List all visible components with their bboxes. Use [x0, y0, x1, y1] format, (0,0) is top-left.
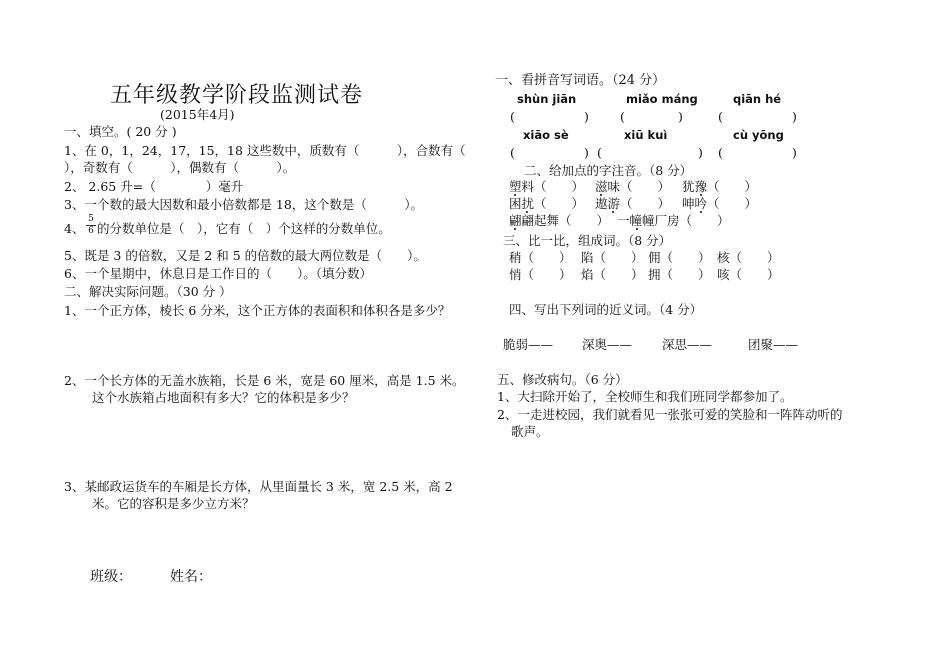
exam-page: 五年级教学阶段监测试卷 (2015年4月) 一、填空。( 20 分 ) 1、在 0，1，24，17，15，18 这些数中，质数有（ ），合数有（ ），奇数有（ ），偶数有（ ）。 2、 2.65 升=（ ）毫升 3、一个数的最大因数和最小倍数都是 18，这个数是（ ）。 4、 $\frac{5}{6}$ 的分数单位是（ ），它有（ ）个这样的分数单位。 5、既是 3 的倍数，又是 2 和 5 的倍数的最大两位数是（ ）。 6、一个星期中，休息日是工作日的（ ）。（填分数） 二、解决实际问题。（30 分 ） 1、一个正方体，棱长 6 分米，这个正方体的表面积和体积各是多少？ 2、一个长方体的无盖水族箱，长是 6 米，宽是 60 厘米，高是 1.5 米。 这个水族箱占地面积有多大？它的体积是多少？ 3、某邮政运货车的车厢是长方体，从里面量长 3 米，宽 2.5 米，高 2 米。它的容积是多少立方米？ 班级： 姓名： 一、看拼音写词语。（24 分） shùn jiān miǎo máng qiān hé ( ) ( ) ( ) xiāo sè xiū kuì cù yōng ( ) ( ) ( ) 二、给加点的字注音。（8 分） 塑料（ ） 滋味（ ） 犹豫（ ） 困扰（ ） 遨游（ ） 呻吟（ ） 翩翩起舞（ ） 一幢幢厂房（ ） 三、比一比，组成词。（8 分） 稍（ ） 陷（ ） 佣（ ） 核（ ） 悄（ ） 焰（ ） 拥（ ） 咳（ ） 四、写出下列词的近义词。（4 分） 脆弱—— 深奥—— 深思—— 团聚—— 五、修改病句。（6 分） 1、大扫除开始了，全校师生和我们班同学都参加了。 2、一走进校园，我们就看见一张张可爱的笑脸和一阵阵动听的 歌声。	[64, 73, 843, 585]
sentence-1: 1、大扫除开始了，全校师生和我们班同学都参加了。	[497, 389, 793, 404]
synonym-item-1: 脆弱——	[503, 337, 554, 352]
question-6: 6、一个星期中，休息日是工作日的（ ）。（填分数）	[64, 266, 372, 281]
section-pinyin-heading: 一、看拼音写词语。（24 分）	[495, 73, 666, 88]
zhuyin-item-6: 呻吟（ ）	[682, 196, 758, 211]
answer-box-3[interactable]: (	[718, 109, 723, 124]
name-label: 姓名：	[170, 569, 212, 585]
section-compare-heading: 三、比一比，组成词。（8 分）	[503, 233, 672, 248]
synonym-item-4: 团聚——	[748, 337, 799, 352]
section-zhuyin-heading: 二、给加点的字注音。（8 分）	[524, 163, 693, 178]
pinyin-4: xiāo sè	[523, 128, 569, 142]
emphasis-dot	[514, 228, 516, 230]
compare-item-3: 佣（ ）	[648, 250, 711, 265]
fraction	[86, 214, 96, 236]
question-4-text: 的分数单位是（ ），它有（ ）个这样的分数单位。	[97, 221, 391, 236]
pinyin-2: miǎo máng	[626, 92, 698, 106]
answer-box-1[interactable]: (	[510, 109, 515, 124]
pinyin-1: shùn jiān	[517, 92, 577, 106]
sentence-2-line-1: 2、一走进校园，我们就看见一张张可爱的笑脸和一阵阵动听的	[497, 407, 843, 422]
zhuyin-item-3: 犹豫（ ）	[682, 179, 758, 194]
problem-2-line-1: 2、一个长方体的无盖水族箱，长是 6 米，宽是 60 厘米，高是 1.5 米。	[64, 373, 465, 388]
compare-item-4: 核（ ）	[717, 250, 780, 265]
emphasis-dot	[514, 194, 516, 196]
section-synonym-heading: 四、写出下列词的近义词。（4 分）	[509, 302, 703, 317]
emphasis-dot	[636, 228, 638, 230]
compare-item-1: 稍（ ）	[509, 250, 572, 265]
question-4-prefix: 4、	[64, 221, 85, 236]
question-1-line-1: 1、在 0，1，24，17，15，18 这些数中，质数有（ ），合数有（	[64, 143, 466, 158]
compare-item-6: 焰（ ）	[581, 267, 644, 282]
section-correction-heading: 五、修改病句。（6 分）	[497, 372, 628, 387]
answer-box-2[interactable]: (	[620, 109, 625, 124]
problem-1: 1、一个正方体，棱长 6 分米，这个正方体的表面积和体积各是多少？	[64, 303, 451, 318]
emphasis-dot	[612, 211, 614, 213]
fraction-denominator: 6	[86, 225, 96, 236]
fraction-numerator: 5	[88, 214, 94, 224]
problem-3-line-1: 3、某邮政运货车的车厢是长方体，从里面量长 3 米，宽 2.5 米，高 2	[64, 479, 453, 494]
answer-box-6[interactable]: (	[718, 145, 723, 160]
question-3: 3、一个数的最大因数和最小倍数都是 18，这个数是（ ）。	[64, 197, 424, 212]
exam-title: 五年级教学阶段监测试卷	[110, 83, 364, 108]
question-5: 5、既是 3 的倍数，又是 2 和 5 的倍数的最大两位数是（ ）。	[64, 248, 426, 263]
sentence-2-line-2: 歌声。	[511, 424, 549, 439]
answer-box-4[interactable]: (	[510, 145, 515, 160]
question-1-line-2: ），奇数有（ ），偶数有（ ）。	[64, 160, 296, 175]
zhuyin-item-2: 滋味（ ）	[595, 179, 671, 194]
section-fill-blank-heading: 一、填空。( 20 分 )	[64, 124, 177, 139]
emphasis-dot	[700, 194, 702, 196]
compare-item-5: 悄（ ）	[509, 267, 572, 282]
emphasis-dot	[700, 211, 702, 213]
emphasis-dot	[600, 194, 602, 196]
emphasis-dot	[526, 211, 528, 213]
zhuyin-item-8: 一幢幢厂房（ ）	[617, 213, 730, 228]
class-label: 班级：	[90, 569, 132, 585]
exam-date: (2015年4月)	[160, 107, 235, 122]
compare-item-7: 拥（ ）	[648, 267, 711, 282]
pinyin-3: qiān hé	[733, 92, 782, 106]
synonym-item-3: 深思——	[662, 337, 713, 352]
compare-item-8: 咳（ ）	[717, 267, 780, 282]
section-problems-heading: 二、解决实际问题。（30 分 ）	[64, 284, 232, 299]
zhuyin-item-1: 塑料（ ）	[509, 179, 585, 194]
zhuyin-item-7: 翩翩起舞（ ）	[509, 213, 610, 228]
answer-box-5[interactable]: (	[597, 145, 602, 160]
problem-2-line-2: 这个水族箱占地面积有多大？它的体积是多少？	[92, 390, 355, 405]
zhuyin-item-5: 遨游（ ）	[595, 196, 671, 211]
problem-3-line-2: 米。它的容积是多少立方米？	[92, 496, 255, 511]
synonym-item-2: 深奥——	[582, 337, 633, 352]
compare-item-2: 陷（ ）	[581, 250, 644, 265]
question-2: 2、 2.65 升=（ ）毫升	[64, 179, 244, 194]
zhuyin-item-4: 困扰（ ）	[509, 196, 585, 211]
pinyin-5: xiū kuì	[624, 128, 668, 142]
pinyin-6: cù yōng	[733, 128, 784, 142]
